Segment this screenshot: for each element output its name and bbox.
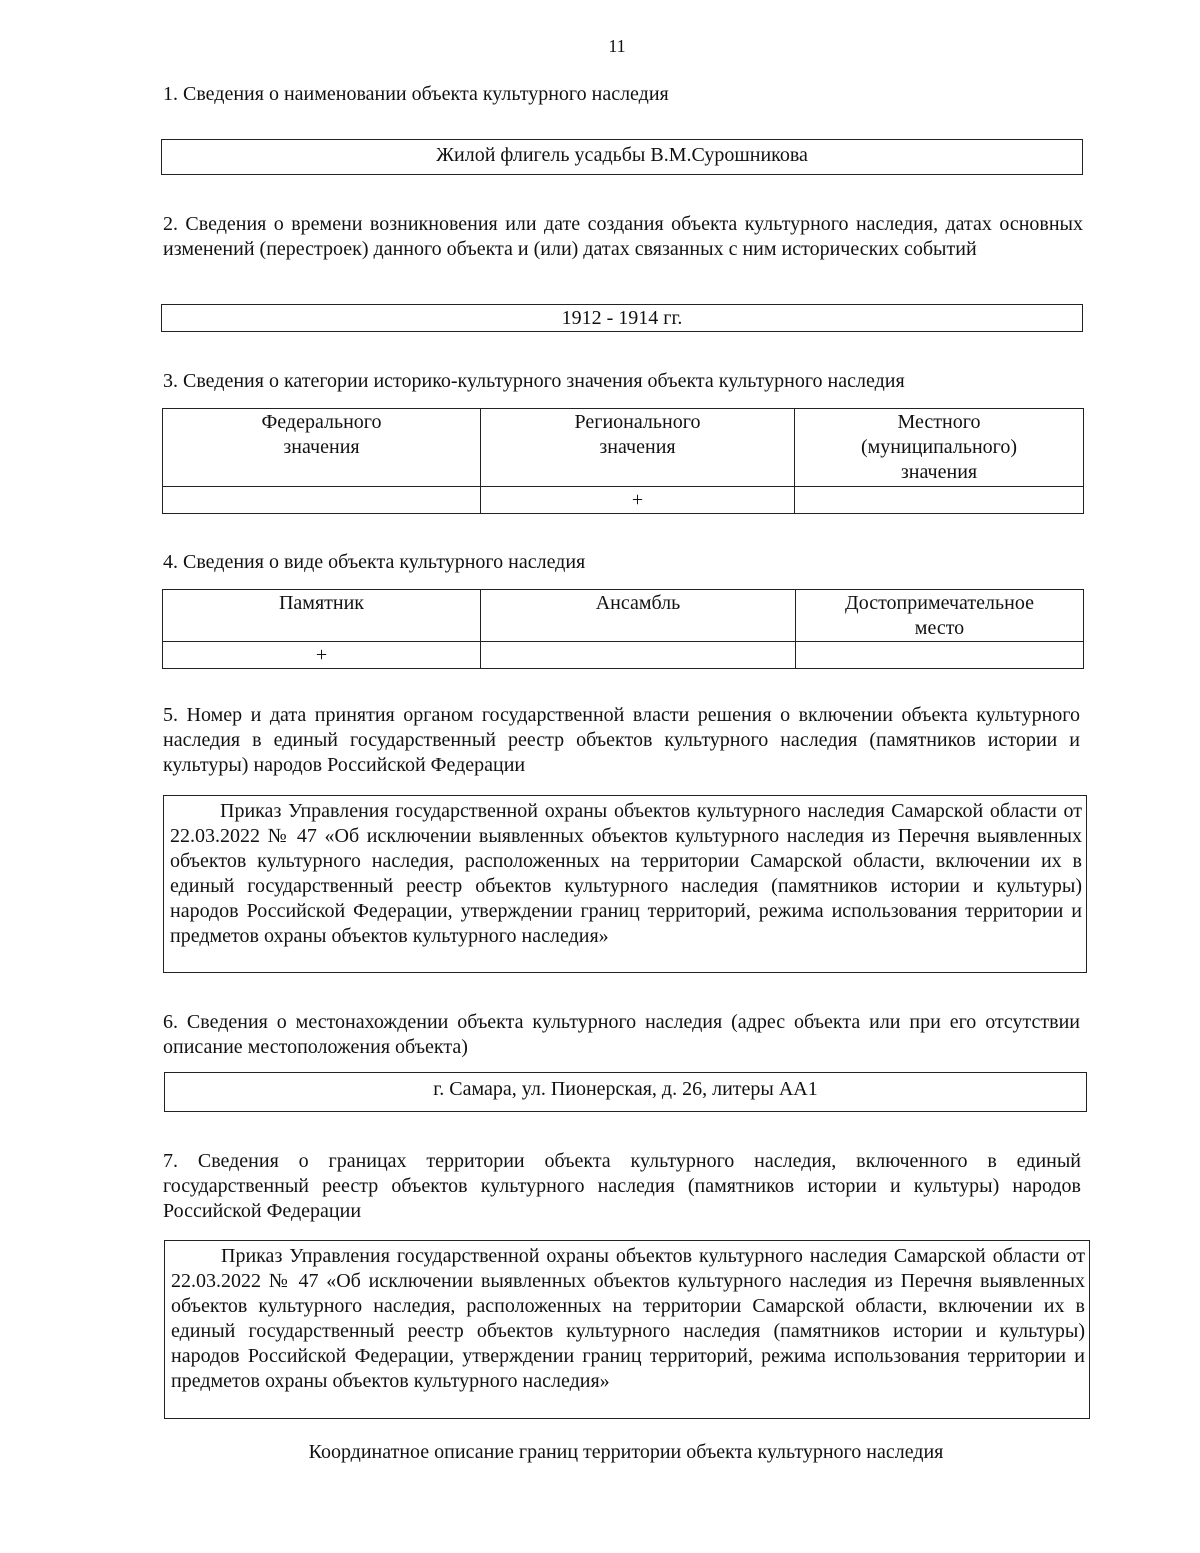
type-header-ensemble: Ансамбль bbox=[481, 590, 796, 642]
type-mark-monument: + bbox=[163, 642, 481, 669]
category-mark-regional: + bbox=[481, 487, 795, 514]
section-2-heading: 2. Сведения о времени возникновения или дате создания объекта культурного наследия, датах основных изменений (перестроек) данного объекта и (или) датах связанных с ним исторических событий bbox=[163, 213, 1083, 260]
category-mark-federal bbox=[163, 487, 481, 514]
creation-date-value: 1912 - 1914 гг. bbox=[561, 307, 683, 329]
object-type-table bbox=[162, 589, 1084, 669]
type-header-landmark: Достопримечательное место bbox=[796, 590, 1084, 642]
section-5-heading: 5. Номер и дата принятия органом государственной власти решения о включении объекта культурного наследия в единый государственный реестр объектов культурного наследия (памятников истории и культуры) народов Российской Федерации bbox=[163, 704, 1080, 776]
section-7-heading: 7. Сведения о границах территории объекта культурного наследия, включенного в единый государственный реестр объектов культурного наследия (памятников истории и культуры) народов Российской Федерации bbox=[163, 1150, 1081, 1222]
boundaries-order-text: Приказ Управления государственной охраны объектов культурного наследия Самарской области от 22.03.2022 № 47 «Об исключении выявленных объектов культурного наследия из Перечня выявленных объектов культурного наследия, расположенных на территории Самарской области, включении их в единый государственный реестр объектов культурного наследия (памятников истории и культуры) народов Российской Федерации, утверждении границ территорий, режима использования территории и предметов охраны объектов культурного наследия» bbox=[171, 1245, 1085, 1392]
coordinates-title: Координатное описание границ территории объекта культурного наследия bbox=[308, 1441, 944, 1463]
address-value: г. Самара, ул. Пионерская, д. 26, литеры АА1 bbox=[433, 1078, 818, 1100]
creation-date-box bbox=[161, 304, 1083, 332]
section-6-heading: 6. Сведения о местонахождении объекта культурного наследия (адрес объекта или при его отсутствии описание местоположения объекта) bbox=[163, 1011, 1080, 1058]
type-mark-landmark bbox=[796, 642, 1084, 669]
registry-order-text: Приказ Управления государственной охраны объектов культурного наследия Самарской области от 22.03.2022 № 47 «Об исключении выявленных объектов культурного наследия из Перечня выявленных объектов культурного наследия, расположенных на территории Самарской области, включении их в единый государственный реестр объектов культурного наследия (памятников истории и культуры) народов Российской Федерации, утверждении границ территорий, режима использования территории и предметов охраны объектов культурного наследия» bbox=[170, 800, 1082, 947]
object-name-value: Жилой флигель усадьбы В.М.Сурошникова bbox=[436, 144, 808, 166]
object-name-box bbox=[161, 139, 1083, 175]
address-box bbox=[164, 1072, 1087, 1112]
section-1-heading: 1. Сведения о наименовании объекта культурного наследия bbox=[163, 83, 669, 105]
section-4-heading: 4. Сведения о виде объекта культурного наследия bbox=[163, 551, 586, 573]
category-header-regional: Регионального значения bbox=[481, 409, 795, 487]
category-table bbox=[162, 408, 1084, 514]
category-mark-local bbox=[795, 487, 1084, 514]
type-header-monument: Памятник bbox=[163, 590, 481, 642]
category-header-local: Местного (муниципального) значения bbox=[795, 409, 1084, 487]
category-header-federal: Федерального значения bbox=[163, 409, 481, 487]
type-mark-ensemble bbox=[481, 642, 796, 669]
boundaries-order-box bbox=[164, 1240, 1090, 1419]
page-number: 11 bbox=[608, 36, 626, 56]
registry-order-box bbox=[163, 795, 1087, 973]
section-3-heading: 3. Сведения о категории историко-культурного значения объекта культурного наследия bbox=[163, 370, 905, 392]
